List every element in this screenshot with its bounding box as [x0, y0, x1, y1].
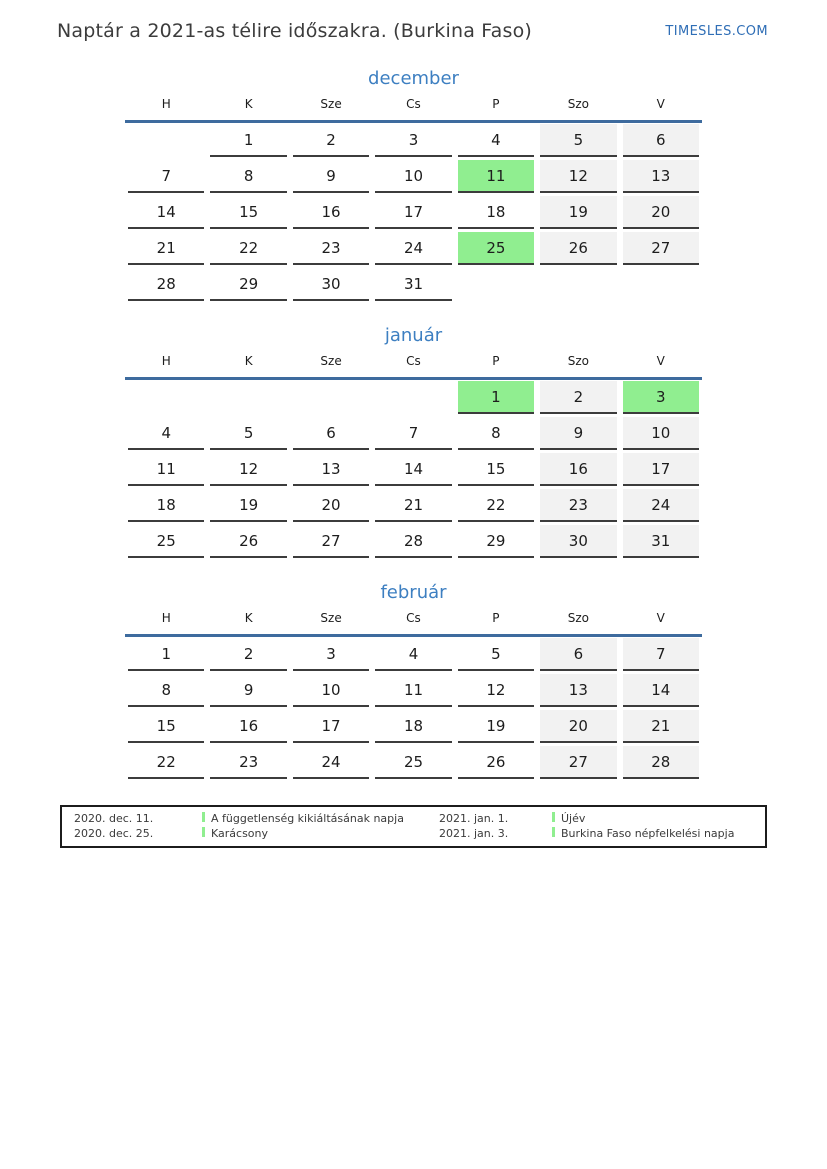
day-number: 16	[540, 453, 616, 486]
day-cell	[290, 416, 372, 452]
day-number: 4	[458, 124, 534, 157]
day-number: 28	[623, 746, 699, 779]
day-number: 30	[540, 525, 616, 558]
week-row	[125, 709, 702, 745]
day-cell	[125, 231, 207, 267]
day-number: 16	[293, 196, 369, 229]
day-cell	[290, 673, 372, 709]
day-cell	[372, 524, 454, 560]
day-number: 26	[540, 232, 616, 265]
day-cell	[290, 195, 372, 231]
holiday-day-number: 3	[623, 381, 699, 414]
day-number: 21	[128, 232, 204, 265]
holiday-day-number: 25	[458, 232, 534, 265]
day-cell	[125, 673, 207, 709]
day-cell	[620, 380, 702, 416]
week-row	[125, 745, 702, 781]
day-cell	[207, 380, 289, 416]
holiday-legend	[60, 805, 767, 848]
day-cell	[290, 159, 372, 195]
day-number: 6	[623, 124, 699, 157]
day-cell	[207, 195, 289, 231]
weekday-label: Sze	[320, 354, 342, 368]
day-number: 31	[623, 525, 699, 558]
day-number: 28	[128, 268, 204, 301]
legend-entry	[552, 811, 753, 826]
day-number: 30	[293, 268, 369, 301]
weekday-label: Sze	[320, 611, 342, 625]
day-cell	[207, 123, 289, 159]
legend-entry	[552, 826, 753, 841]
day-number: 21	[623, 710, 699, 743]
brand-link[interactable]: TIMESLES.COM	[665, 24, 768, 39]
week-row	[125, 123, 702, 159]
week-row	[125, 267, 702, 303]
day-number: 27	[293, 525, 369, 558]
day-number: 5	[540, 124, 616, 157]
day-number: 2	[540, 381, 616, 414]
day-cell	[455, 452, 537, 488]
day-number: 8	[458, 417, 534, 450]
day-cell	[620, 123, 702, 159]
day-number: 27	[540, 746, 616, 779]
day-number: 20	[293, 489, 369, 522]
day-cell	[290, 524, 372, 560]
legend-date: 2020. dec. 25.	[74, 827, 154, 840]
day-number: 3	[293, 638, 369, 671]
day-number: 28	[375, 525, 451, 558]
month-title: december	[368, 68, 459, 89]
legend-date: 2020. dec. 11.	[74, 812, 154, 825]
day-number: 7	[623, 638, 699, 671]
day-cell	[290, 745, 372, 781]
day-cell	[455, 673, 537, 709]
day-cell	[372, 745, 454, 781]
day-number: 2	[293, 124, 369, 157]
day-cell	[455, 488, 537, 524]
day-number: 3	[375, 124, 451, 157]
day-cell	[620, 673, 702, 709]
day-number: 15	[210, 196, 286, 229]
day-cell	[455, 524, 537, 560]
legend-label: Burkina Faso népfelkelési napja	[561, 827, 735, 840]
legend-label: Karácsony	[211, 827, 269, 840]
day-number: 9	[210, 674, 286, 707]
weekday-label: K	[244, 611, 253, 625]
day-cell	[125, 416, 207, 452]
day-cell	[620, 745, 702, 781]
day-cell	[290, 123, 372, 159]
week-row	[125, 488, 702, 524]
weekday-label: K	[244, 97, 253, 111]
week-row	[125, 195, 702, 231]
day-number: 31	[375, 268, 451, 301]
day-cell	[290, 452, 372, 488]
day-number: 8	[210, 160, 286, 193]
day-number: 14	[128, 196, 204, 229]
day-number: 11	[128, 453, 204, 486]
day-cell	[290, 231, 372, 267]
day-cell	[372, 637, 454, 673]
day-cell	[620, 195, 702, 231]
day-cell	[537, 524, 619, 560]
day-number: 15	[128, 710, 204, 743]
day-number: 13	[293, 453, 369, 486]
day-cell	[207, 488, 289, 524]
day-cell	[620, 416, 702, 452]
day-number: 22	[128, 746, 204, 779]
day-cell	[207, 267, 289, 303]
day-cell	[207, 745, 289, 781]
day-cell	[372, 416, 454, 452]
day-number: 6	[293, 417, 369, 450]
weekday-label: Szo	[567, 354, 589, 368]
day-cell	[290, 709, 372, 745]
day-number: 1	[210, 124, 286, 157]
weekday-label: P	[492, 354, 500, 368]
day-cell	[537, 709, 619, 745]
legend-date: 2021. jan. 3.	[439, 827, 509, 840]
day-cell	[455, 231, 537, 267]
day-cell	[455, 416, 537, 452]
holiday-marker-icon	[202, 827, 205, 837]
day-number: 12	[458, 674, 534, 707]
weekday-label: K	[244, 354, 253, 368]
week-row	[125, 380, 702, 416]
day-number: 17	[623, 453, 699, 486]
day-number: 14	[623, 674, 699, 707]
day-cell	[372, 380, 454, 416]
day-number: 29	[458, 525, 534, 558]
day-number: 18	[458, 196, 534, 229]
day-number: 5	[458, 638, 534, 671]
day-cell	[125, 159, 207, 195]
day-cell	[207, 159, 289, 195]
day-cell	[455, 380, 537, 416]
day-cell	[537, 123, 619, 159]
day-cell	[537, 416, 619, 452]
day-number: 23	[540, 489, 616, 522]
day-cell	[372, 195, 454, 231]
month-title: január	[384, 325, 443, 346]
day-cell	[537, 745, 619, 781]
holiday-day-number: 1	[458, 381, 534, 414]
weekday-header-row	[125, 611, 702, 637]
weekday-label: P	[492, 97, 500, 111]
day-number: 29	[210, 268, 286, 301]
holiday-marker-icon	[552, 827, 555, 837]
day-number: 9	[540, 417, 616, 450]
month-januar	[125, 325, 702, 560]
day-number: 11	[375, 674, 451, 707]
weekday-label: V	[656, 354, 665, 368]
weekday-label: Szo	[567, 611, 589, 625]
day-number: 24	[375, 232, 451, 265]
day-number: 6	[540, 638, 616, 671]
day-number: 26	[458, 746, 534, 779]
day-cell	[620, 267, 702, 303]
weekday-label: H	[161, 354, 171, 368]
day-cell	[125, 195, 207, 231]
week-row	[125, 524, 702, 560]
weekday-label: Cs	[406, 97, 421, 111]
day-cell	[125, 745, 207, 781]
month-december	[125, 68, 702, 303]
day-cell	[290, 637, 372, 673]
weekday-label: V	[656, 611, 665, 625]
day-cell	[125, 452, 207, 488]
day-number: 10	[623, 417, 699, 450]
day-cell	[455, 745, 537, 781]
day-cell	[125, 488, 207, 524]
legend-date: 2021. jan. 1.	[439, 812, 509, 825]
day-number: 4	[128, 417, 204, 450]
week-row	[125, 452, 702, 488]
holiday-marker-icon	[202, 812, 205, 822]
day-cell	[537, 231, 619, 267]
day-cell	[620, 231, 702, 267]
day-number: 25	[375, 746, 451, 779]
legend-entry	[202, 826, 439, 841]
day-cell	[455, 195, 537, 231]
week-row	[125, 159, 702, 195]
holiday-day-number: 11	[458, 160, 534, 193]
weekday-header-row	[125, 97, 702, 123]
weeks	[125, 380, 702, 560]
day-cell	[455, 709, 537, 745]
weekday-label: Cs	[406, 611, 421, 625]
day-number: 7	[128, 160, 204, 193]
day-cell	[537, 488, 619, 524]
month-februar	[125, 582, 702, 781]
weekday-label: H	[161, 97, 171, 111]
weekday-label: P	[492, 611, 500, 625]
day-number: 20	[623, 196, 699, 229]
day-number: 22	[210, 232, 286, 265]
day-cell	[620, 488, 702, 524]
weeks	[125, 637, 702, 781]
day-number: 18	[128, 489, 204, 522]
week-row	[125, 416, 702, 452]
day-number: 17	[293, 710, 369, 743]
week-row	[125, 637, 702, 673]
day-cell	[372, 488, 454, 524]
day-number: 24	[623, 489, 699, 522]
weeks	[125, 123, 702, 303]
day-number: 8	[128, 674, 204, 707]
day-cell	[290, 488, 372, 524]
weekday-label: V	[656, 97, 665, 111]
legend-entry	[202, 811, 439, 826]
day-number: 19	[458, 710, 534, 743]
legend-label: A függetlenség kikiáltásának napja	[211, 812, 404, 825]
day-number: 13	[540, 674, 616, 707]
weekday-label: Szo	[567, 97, 589, 111]
day-cell	[620, 452, 702, 488]
day-number: 23	[210, 746, 286, 779]
day-cell	[537, 452, 619, 488]
page-title: Naptár a 2021-as télire időszakra. (Burkina Faso)	[57, 20, 533, 42]
day-cell	[620, 524, 702, 560]
day-cell	[290, 380, 372, 416]
day-number: 4	[375, 638, 451, 671]
day-cell	[207, 524, 289, 560]
holiday-legend-grid	[62, 811, 765, 841]
day-cell	[537, 267, 619, 303]
day-cell	[290, 267, 372, 303]
day-cell	[620, 159, 702, 195]
day-cell	[125, 267, 207, 303]
week-row	[125, 231, 702, 267]
day-number: 19	[540, 196, 616, 229]
day-number: 2	[210, 638, 286, 671]
day-cell	[537, 637, 619, 673]
day-cell	[537, 195, 619, 231]
day-cell	[125, 123, 207, 159]
weekday-label: Sze	[320, 97, 342, 111]
day-number: 12	[540, 160, 616, 193]
day-cell	[372, 123, 454, 159]
page-header	[0, 0, 827, 42]
day-cell	[372, 267, 454, 303]
day-cell	[455, 267, 537, 303]
day-number: 20	[540, 710, 616, 743]
day-number: 10	[293, 674, 369, 707]
day-number: 21	[375, 489, 451, 522]
day-number: 13	[623, 160, 699, 193]
day-number: 15	[458, 453, 534, 486]
day-number: 16	[210, 710, 286, 743]
day-cell	[455, 159, 537, 195]
day-number: 27	[623, 232, 699, 265]
day-cell	[537, 159, 619, 195]
day-cell	[372, 452, 454, 488]
day-cell	[125, 709, 207, 745]
day-cell	[455, 123, 537, 159]
day-cell	[537, 380, 619, 416]
day-cell	[372, 231, 454, 267]
day-number: 1	[128, 638, 204, 671]
day-cell	[207, 416, 289, 452]
day-cell	[125, 380, 207, 416]
day-cell	[372, 709, 454, 745]
day-number: 19	[210, 489, 286, 522]
day-cell	[125, 637, 207, 673]
weekday-label: Cs	[406, 354, 421, 368]
day-number: 23	[293, 232, 369, 265]
day-cell	[372, 673, 454, 709]
day-number: 12	[210, 453, 286, 486]
day-cell	[620, 637, 702, 673]
day-cell	[207, 231, 289, 267]
day-number: 26	[210, 525, 286, 558]
day-cell	[207, 709, 289, 745]
day-number: 5	[210, 417, 286, 450]
day-number: 10	[375, 160, 451, 193]
day-cell	[372, 159, 454, 195]
day-cell	[207, 452, 289, 488]
day-number: 7	[375, 417, 451, 450]
day-number: 14	[375, 453, 451, 486]
day-cell	[620, 709, 702, 745]
day-cell	[207, 673, 289, 709]
holiday-marker-icon	[552, 812, 555, 822]
day-number: 25	[128, 525, 204, 558]
day-number: 18	[375, 710, 451, 743]
day-cell	[125, 524, 207, 560]
legend-label: Újév	[561, 812, 586, 825]
day-number: 9	[293, 160, 369, 193]
weekday-header-row	[125, 354, 702, 380]
day-cell	[537, 673, 619, 709]
calendar-months	[125, 68, 702, 781]
day-cell	[207, 637, 289, 673]
day-cell	[455, 637, 537, 673]
month-title: február	[380, 582, 447, 603]
weekday-label: H	[161, 611, 171, 625]
day-number: 22	[458, 489, 534, 522]
week-row	[125, 673, 702, 709]
day-number: 24	[293, 746, 369, 779]
day-number: 17	[375, 196, 451, 229]
